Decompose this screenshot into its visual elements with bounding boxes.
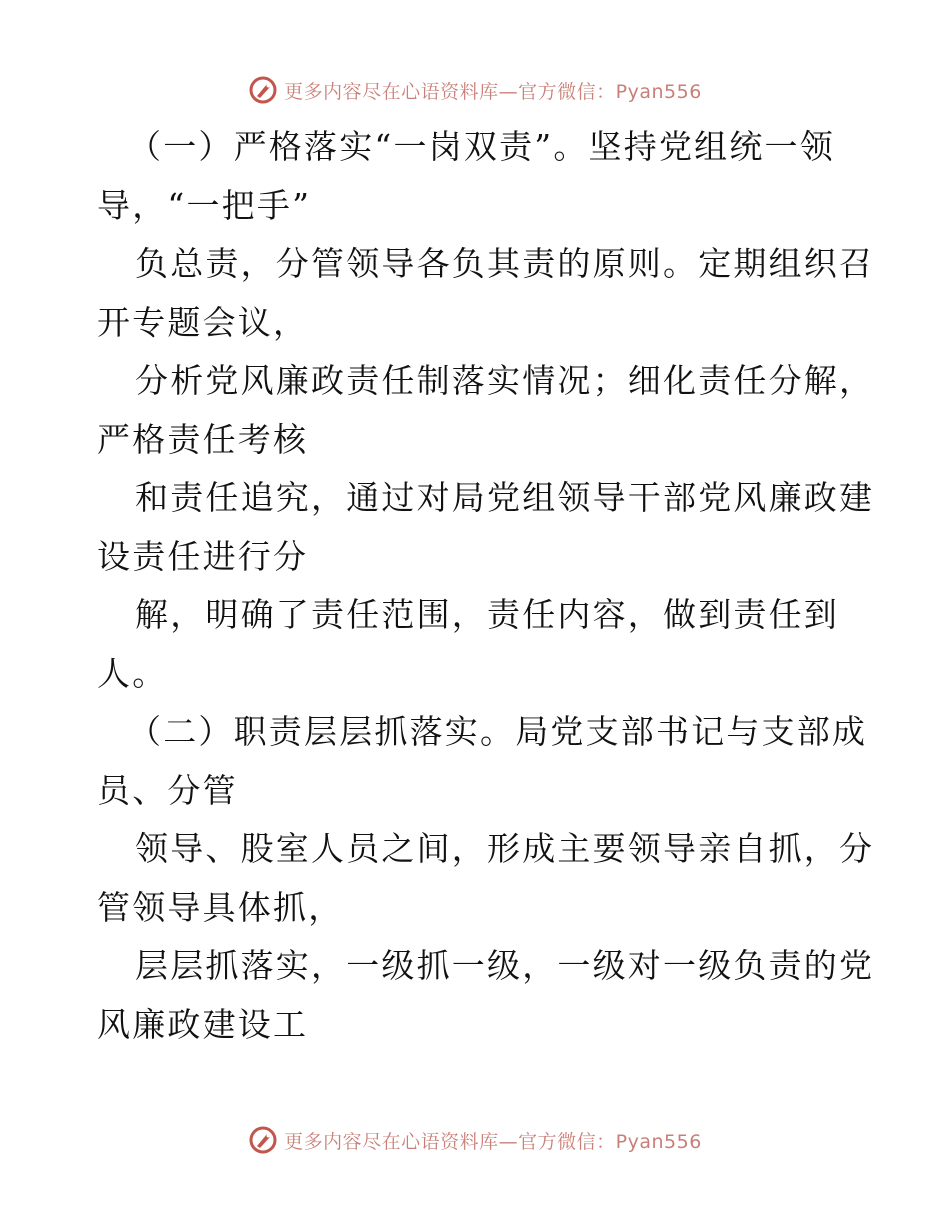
text-line: 领导、股室人员之间，形成主要领导亲自抓，分	[135, 829, 875, 868]
text-line: 设责任进行分	[97, 536, 309, 576]
header-watermark	[0, 70, 950, 110]
text-line: 严格责任考核	[97, 419, 309, 459]
pen-nib-circle-icon	[248, 1125, 278, 1155]
text-line: 人。	[97, 653, 168, 693]
text-line: 导，“一把手”	[97, 185, 312, 225]
text-line: 管领导具体抓，	[97, 887, 344, 927]
text-line: 员、分管	[97, 770, 238, 810]
document-body	[97, 118, 875, 1054]
text-line: 层层抓落实，一级抓一级，一级对一级负责的党	[135, 946, 875, 985]
text-line: 和责任追究，通过对局党组领导干部党风廉政建	[135, 478, 875, 517]
text-line: 解，明确了责任范围，责任内容，做到责任到	[135, 595, 839, 634]
pen-nib-circle-icon	[248, 75, 278, 105]
watermark-text: 更多内容尽在心语资料库—官方微信：Pyan556	[284, 1130, 702, 1153]
text-line: （二）职责层层抓落实。局党支部书记与支部成	[128, 712, 868, 751]
text-line: 风廉政建设工	[97, 1004, 309, 1044]
watermark-text: 更多内容尽在心语资料库—官方微信：Pyan556	[284, 80, 702, 103]
text-line: 开专题会议，	[97, 302, 309, 342]
footer-watermark	[0, 1120, 950, 1160]
text-line: （一）严格落实“一岗双责”。坚持党组统一领	[128, 127, 835, 166]
text-line: 分析党风廉政责任制落实情况；细化责任分解，	[135, 361, 875, 400]
text-line: 负总责，分管领导各负其责的原则。定期组织召	[135, 244, 875, 283]
